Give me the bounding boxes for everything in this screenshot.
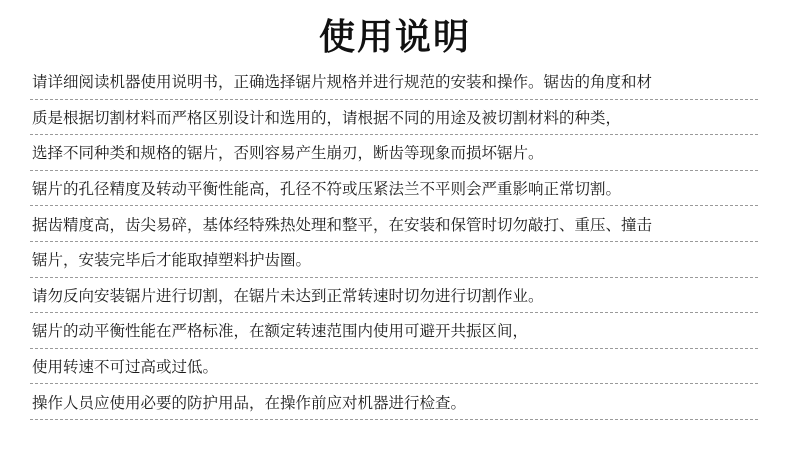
instruction-line: 锯片的孔径精度及转动平衡性能高，孔径不符或压紧法兰不平则会严重影响正常切割。 bbox=[30, 171, 758, 207]
instruction-line: 选择不同种类和规格的锯片，否则容易产生崩刃，断齿等现象而损坏锯片。 bbox=[30, 135, 758, 171]
page-title: 使用说明 bbox=[318, 17, 471, 58]
instruction-list bbox=[30, 64, 758, 420]
instruction-line: 质是根据切割材料而严格区别设计和选用的，请根据不同的用途及被切割材料的种类， bbox=[30, 100, 758, 136]
instruction-line: 操作人员应使用必要的防护用品，在操作前应对机器进行检查。 bbox=[30, 384, 758, 420]
instruction-line: 请勿反向安装锯片进行切割，在锯片未达到正常转速时切勿进行切割作业。 bbox=[30, 278, 758, 314]
instruction-line: 使用转速不可过高或过低。 bbox=[30, 349, 758, 385]
instruction-line: 据齿精度高，齿尖易碎，基体经特殊热处理和整平，在安装和保管时切勿敲打、重压、撞击 bbox=[30, 206, 758, 242]
instruction-line: 锯片的动平衡性能在严格标准，在额定转速范围内使用可避开共振区间， bbox=[30, 313, 758, 349]
instruction-line: 锯片，安装完毕后才能取掉塑料护齿圈。 bbox=[30, 242, 758, 278]
instruction-line: 请详细阅读机器使用说明书，正确选择锯片规格并进行规范的安装和操作。锯齿的角度和材 bbox=[30, 64, 758, 100]
